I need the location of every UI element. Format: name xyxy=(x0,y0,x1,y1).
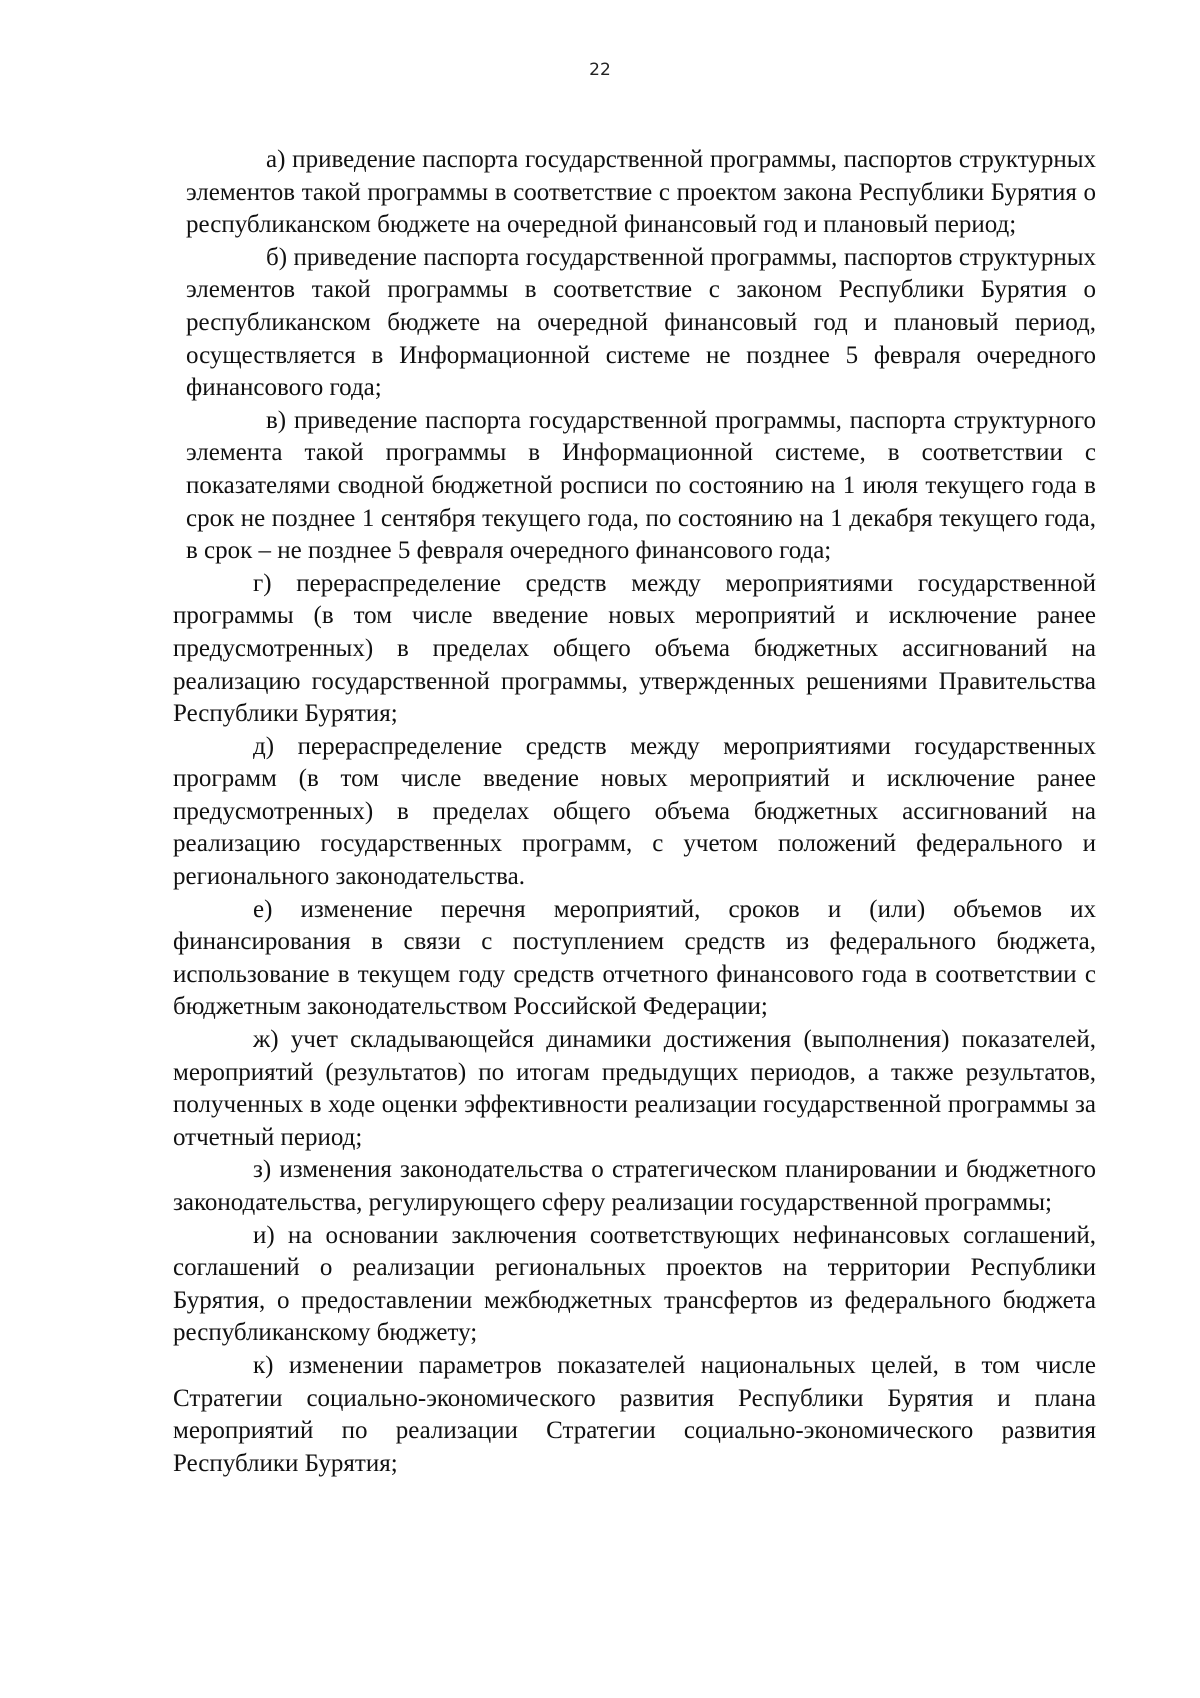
list-item-d: д) перераспределение средств между мероприятиями государственных программ (в том числе введение новых мероприятий и исключение ранее предусмотренных) в пределах общего объема бюджетных ассигнований на реализацию государственных программ, с учетом положений федерального и регионального законодательства. xyxy=(173,732,1096,891)
page-number: 22 xyxy=(589,60,611,80)
list-item-g: г) перераспределение средств между мероприятиями государственной программы (в том числе введение новых мероприятий и исключение ранее предусмотренных) в пределах общего объема бюджетных ассигнований на реализацию государственной программы, утвержденных решениями Правительства Республики Бурятия; xyxy=(173,569,1096,728)
list-item-zh: ж) учет складывающейся динамики достижения (выполнения) показателей, мероприятий (результатов) по итогам предыдущих периодов, а также результатов, полученных в ходе оценки эффективности реализации государственной программы за отчетный период; xyxy=(173,1026,1096,1151)
list-item-b: б) приведение паспорта государственной программы, паспортов структурных элементов такой программы в соответствие с законом Республики Бурятия о республиканском бюджете на очередной финансовый год и плановый период, осуществляется в Информационной системе не позднее 5 февраля очередного финансового года; xyxy=(186,243,1096,402)
list-item-i: и) на основании заключения соответствующих нефинансовых соглашений, соглашений о реализации региональных проектов на территории Республики Бурятия, о предоставлении межбюджетных трансфертов из федерального бюджета республиканскому бюджету; xyxy=(173,1221,1096,1347)
list-item-e: е) изменение перечня мероприятий, сроков и (или) объемов их финансирования в связи с поступлением средств из федерального бюджета, использование в текущем году средств отчетного финансового года в соответствии с бюджетным законодательством Российской Федерации; xyxy=(173,895,1096,1021)
list-item-z: з) изменения законодательства о стратегическом планировании и бюджетного законодательства, регулирующего сферу реализации государственной программы; xyxy=(173,1156,1096,1216)
list-item-a: а) приведение паспорта государственной программы, паспортов структурных элементов такой программы в соответствие с проектом закона Республики Бурятия о республиканском бюджете на очередной финансовый год и плановый период; xyxy=(186,146,1096,239)
document-body xyxy=(0,144,1200,1480)
list-item-v: в) приведение паспорта государственной программы, паспорта структурного элемента такой программы в Информационной системе, в соответствии с показателями сводной бюджетной росписи по состоянию на 1 июля текущего года в срок не позднее 1 сентября текущего года, по состоянию на 1 декабря текущего года, в срок – не позднее 5 февраля очередного финансового года; xyxy=(186,406,1096,565)
list-item-k: к) изменении параметров показателей национальных целей, в том числе Стратегии социально-экономического развития Республики Бурятия и плана мероприятий по реализации Стратегии социально-экономического развития Республики Бурятия; xyxy=(173,1351,1096,1477)
